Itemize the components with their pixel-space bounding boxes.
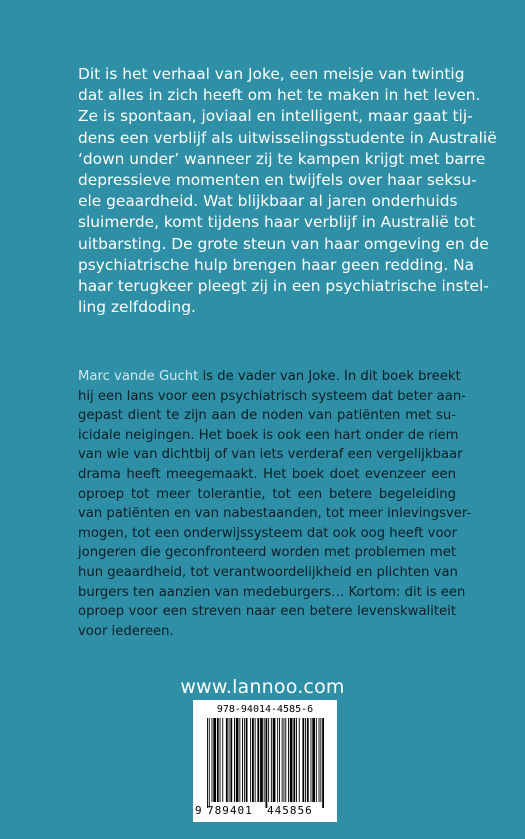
- barcode-bar: [302, 718, 304, 802]
- bio-first-line-rest: is de vader van Joke. In dit boek breekt: [198, 369, 461, 384]
- barcode-bar: [236, 718, 239, 802]
- barcode-bar: [305, 718, 306, 802]
- bio-line: gepast dient te zijn aan de noden van patiënten met su-: [78, 408, 456, 424]
- barcode-bar: [277, 718, 278, 802]
- barcode-bar: [266, 718, 268, 808]
- summary-line: ele geaardheid. Wat blijkbaar al jaren onderhuids: [78, 192, 458, 211]
- barcode-bar: [257, 718, 259, 802]
- barcode-bar: [311, 718, 312, 802]
- bio-line: oproep tot meer tolerantie, tot een betere begeleiding: [78, 486, 456, 502]
- summary-line: Dit is het verhaal van Joke, een meisje van twintig: [78, 65, 465, 83]
- barcode-bar: [246, 718, 248, 802]
- barcode-bar: [234, 718, 235, 802]
- summary-line: depressieve momenten en twijfels over haar seksu-: [78, 171, 477, 190]
- bio-line: van wie van dichtbij of van iets verderaf een vergelijkbaar: [78, 447, 463, 463]
- barcode-bar: [226, 718, 228, 802]
- barcode-bar: [252, 718, 254, 802]
- barcode-bar: [288, 718, 289, 802]
- summary-line: sluimerde, komt tijdens haar verblijf in Australië tot: [78, 213, 476, 232]
- bio-line: hun geaardheid, tot verantwoordelijkheid en plichten van: [78, 564, 458, 580]
- book-summary: [78, 64, 497, 318]
- summary-line: dat alles in zich heeft om het te maken in het leven.: [78, 86, 481, 105]
- bio-line: oproep voor een streven naar een betere levenskwaliteit: [78, 604, 456, 620]
- bio-line: [78, 367, 461, 387]
- ean-left-digits: 789401: [207, 804, 253, 817]
- barcode-bar: [268, 718, 269, 802]
- barcode-bar: [222, 718, 223, 802]
- barcode-bar: [273, 718, 276, 802]
- bio-line: mogen, tot een onderwijssysteem dat ook oog heeft voor: [78, 525, 458, 541]
- bio-line: van patiënten en van nabestaanden, tot meer inlevingsver-: [78, 506, 472, 522]
- bio-line: icidale neigingen. Het boek is ook een hart onder de riem: [78, 427, 459, 443]
- barcode-bar: [229, 718, 230, 802]
- summary-line: uitbarsting. De grote steun van haar omgeving en de: [78, 234, 489, 253]
- summary-line: psychiatrische hulp brengen haar geen redding. Na: [78, 255, 475, 274]
- barcode-bar: [299, 718, 300, 802]
- bio-line: jongeren die geconfronteerd worden met problemen met: [78, 545, 456, 561]
- author-bio: [78, 367, 472, 641]
- barcode-bar: [322, 718, 324, 808]
- isbn-text: 978-94014-4585-6: [216, 704, 314, 715]
- barcode-bar: [260, 718, 263, 802]
- barcode-bar: [250, 718, 251, 802]
- summary-line: haar terugkeer pleegt zij in een psychiatrische instel-: [78, 277, 489, 296]
- barcode-bar: [312, 718, 315, 802]
- barcode-bar: [290, 718, 293, 802]
- barcode-bar: [307, 718, 309, 802]
- barcode-bar: [230, 718, 232, 802]
- barcode-bar: [242, 718, 243, 802]
- barcode-bar: [319, 718, 320, 802]
- barcode-bar: [255, 718, 256, 802]
- barcode-bar: [316, 718, 317, 802]
- bio-line: hij een lans voor een psychiatrisch systeem dat beter aan-: [78, 388, 466, 404]
- ean-right-digits: 445856: [267, 804, 313, 817]
- barcode-bar: [239, 718, 240, 802]
- author-name: Marc vande Gucht: [78, 369, 199, 384]
- barcode-bar: [244, 718, 245, 802]
- barcode-bar: [271, 718, 272, 802]
- summary-line: Ze is spontaan, joviaal en intelligent, maar gaat tij-: [78, 107, 473, 126]
- barcode-bar: [212, 718, 213, 802]
- barcode-bar: [279, 718, 280, 802]
- barcode-bar: [296, 718, 297, 802]
- summary-line: ‘down under’ wanneer zij te kampen krijgt met barre: [78, 149, 486, 168]
- bio-line: drama heeft meegemaakt. Het boek doet evenzeer een: [78, 466, 456, 482]
- ean-first-digit: 9: [195, 804, 202, 817]
- barcode-bar: [293, 718, 295, 802]
- barcode-bars: [207, 718, 327, 808]
- publisher-url[interactable]: www.lannoo.com: [180, 676, 345, 698]
- barcode-bar: [209, 718, 210, 808]
- barcode-bar: [213, 718, 216, 802]
- summary-line: ling zelfdoding.: [78, 298, 196, 317]
- bio-line: burgers ten aanzien van medeburgers… Kortom: dit is een: [78, 584, 466, 600]
- barcode-bar: [264, 718, 265, 802]
- summary-line: dens een verblijf als uitwisselingsstudente in Australië: [78, 128, 497, 147]
- bio-line: voor iedereen.: [78, 623, 174, 639]
- isbn-barcode: [193, 700, 337, 822]
- ean-digits: [195, 804, 327, 817]
- barcode-bar: [282, 718, 283, 802]
- barcode-bar: [207, 718, 208, 808]
- barcode-bar: [217, 718, 219, 802]
- barcode-bar: [320, 718, 321, 802]
- barcode-bar: [285, 718, 286, 802]
- barcode-bar: [284, 718, 285, 802]
- barcode-bar: [220, 718, 221, 802]
